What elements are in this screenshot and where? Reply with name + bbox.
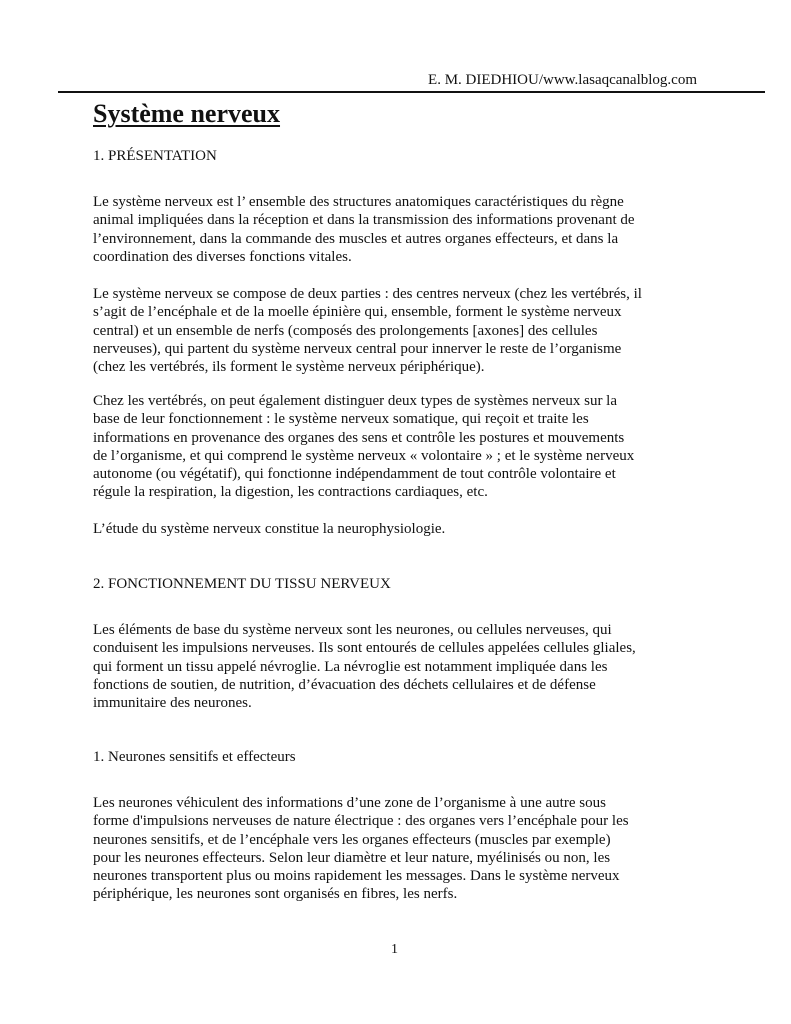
page-number: 1 [391,942,398,957]
paragraph-line: informations en provenance des organes des sens et contrôle les postures et mouvements [93,429,625,446]
paragraph-line: immunitaire des neurones. [93,695,252,712]
paragraph-line: autonome (ou végétatif), qui fonctionne indépendamment de tout contrôle volontaire et [93,466,616,483]
paragraph-line: Le système nerveux se compose de deux parties : des centres nerveux (chez les vertébrés, il [93,286,642,302]
paragraph-line: périphérique, les neurones sont organisés en fibres, les nerfs. [93,886,458,903]
paragraph-line: neurones sensitifs, et de l’encéphale vers les organes effecteurs (muscles par exemple) [93,831,611,848]
document-title: Système nerveux [93,99,281,128]
paragraph-line: l’environnement, dans la commande des muscles et autres organes effecteurs, et dans la [93,230,619,247]
paragraph-line: conduisent les impulsions nerveuses. Ils sont entourés de cellules appelées cellules gliales, [93,640,636,657]
paragraph [93,794,629,904]
paragraph [93,520,445,538]
paragraph-line: forme d'impulsions nerveuses de nature électrique : des organes vers l’encéphale pour les [93,813,629,830]
paragraph-line: base de leur fonctionnement : le système nerveux somatique, qui reçoit et traite les [93,411,589,428]
paragraph-line: Chez les vertébrés, on peut également distinguer deux types de systèmes nerveux sur la [93,393,618,409]
paragraph-line: Les éléments de base du système nerveux sont les neurones, ou cellules nerveuses, qui [93,622,612,638]
paragraph-line: s’agit de l’encéphale et de la moelle épinière qui, ensemble, forment le système nerveux [93,304,622,321]
header-rule [58,91,765,93]
paragraph-line: qui forment un tissu appelé névroglie. La névroglie est notamment impliquée dans les [93,658,608,675]
paragraph [93,285,642,376]
paragraph-line: animal impliquées dans la réception et dans la transmission des informations provenant de [93,212,635,229]
section-heading-presentation: 1. PRÉSENTATION [93,148,217,164]
paragraph [93,193,635,266]
paragraph-line: de l’organisme, et qui comprend le système nerveux « volontaire » ; et le système nerveux [93,447,635,464]
paragraph-line: L’étude du système nerveux constitue la neurophysiologie. [93,521,446,537]
paragraph-line: coordination des diverses fonctions vitales. [93,248,352,265]
paragraph-line: central) et un ensemble de nerfs (composés des prolongements [axones] des cellules [93,322,598,339]
section-heading-fonctionnement: 2. FONCTIONNEMENT DU TISSU NERVEUX [93,576,391,592]
paragraph-line: (chez les vertébrés, ils forment le système nerveux périphérique). [93,359,485,376]
paragraph-line: Les neurones véhiculent des informations d’une zone de l’organisme à une autre sous [93,795,606,811]
paragraph-line: neurones transportent plus ou moins rapidement les messages. Dans le système nerveux [93,868,620,885]
paragraph-line: pour les neurones effecteurs. Selon leur diamètre et leur nature, myélinisés ou non, les [93,849,611,866]
page-header: E. M. DIEDHIOU/www.lasaqcanalblog.com [428,72,697,88]
paragraph-line: fonctions de soutien, de nutrition, d’évacuation des déchets cellulaires et de défense [93,676,596,693]
paragraph-line: Le système nerveux est l’ ensemble des structures anatomiques caractéristiques du règne [93,194,624,210]
subsection-heading-neurones: 1. Neurones sensitifs et effecteurs [93,749,296,765]
paragraph-line: nerveuses), qui partent du système nerveux central pour innerver le reste de l’organisme [93,340,622,357]
paragraph [93,392,634,502]
paragraph [93,621,636,712]
paragraph-line: régule la respiration, la digestion, les contractions cardiaques, etc. [93,484,488,501]
